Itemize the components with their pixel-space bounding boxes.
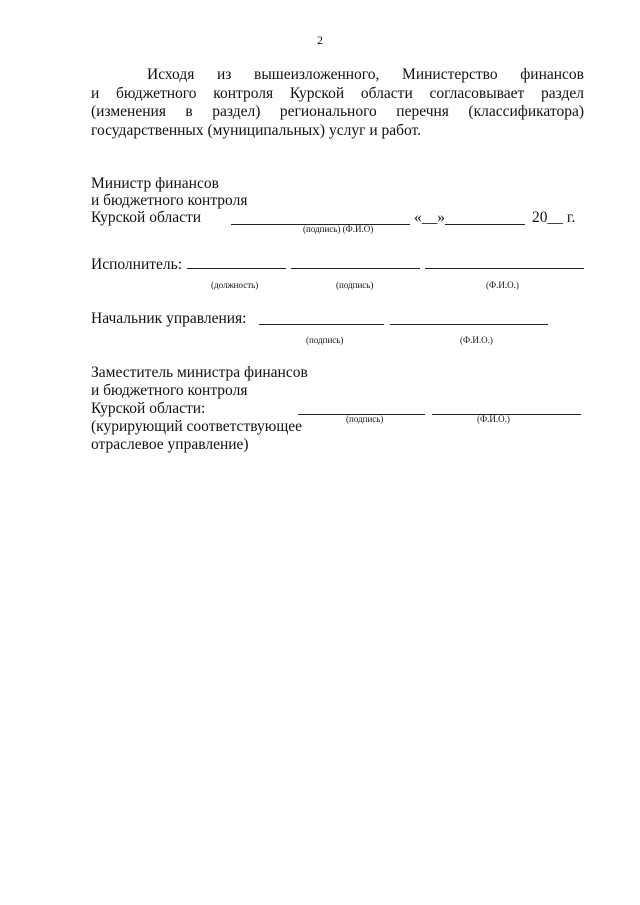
executor-signature-caption: (подпись) <box>336 280 374 290</box>
executor-position-line <box>187 268 286 269</box>
deputy-title-line-4: (курирующий соответствующее <box>91 418 303 435</box>
executor-name-caption: (Ф.И.О.) <box>486 280 519 290</box>
executor-signature-line <box>291 268 420 269</box>
deputy-signature-caption: (подпись) <box>346 414 384 424</box>
intro-line-1: Исходя из вышеизложенного, Министерство финансов <box>147 66 584 83</box>
deputy-title-line-2: и бюджетного контроля <box>91 382 248 399</box>
head-signature-caption: (подпись) <box>306 335 344 345</box>
minister-title-line-3: Курской области <box>91 209 202 226</box>
minister-title-line-1: Министр финансов <box>91 175 219 192</box>
intro-line-3: (изменения в раздел) регионального перечня (классификатора) <box>91 103 584 120</box>
intro-line-2: и бюджетного контроля Курской области согласовывает раздел <box>91 84 584 102</box>
executor-label: Исполнитель: <box>91 256 183 273</box>
deputy-title-line-1: Заместитель министра финансов <box>91 364 308 381</box>
minister-date-year: 20__ г. <box>532 209 576 226</box>
minister-date-day: «__» <box>414 209 445 226</box>
intro-paragraph <box>91 66 584 140</box>
deputy-title-line-5: отраслевое управление) <box>91 436 249 453</box>
page-number: 2 <box>317 33 323 47</box>
intro-line-4: государственных (муниципальных) услуг и работ. <box>91 121 422 139</box>
head-signature-line <box>259 324 384 325</box>
minister-date-month-line <box>445 224 525 225</box>
head-label: Начальник управления: <box>91 310 247 327</box>
executor-name-line <box>425 268 584 269</box>
minister-title-line-2: и бюджетного контроля <box>91 192 248 209</box>
head-name-line <box>390 324 548 325</box>
deputy-title-line-3: Курской области: <box>91 400 206 417</box>
deputy-name-caption: (Ф.И.О.) <box>477 414 510 424</box>
executor-position-caption: (должность) <box>211 280 259 290</box>
head-name-caption: (Ф.И.О.) <box>460 335 493 345</box>
minister-signature-caption: (подпись) (Ф.И.О) <box>303 224 374 234</box>
